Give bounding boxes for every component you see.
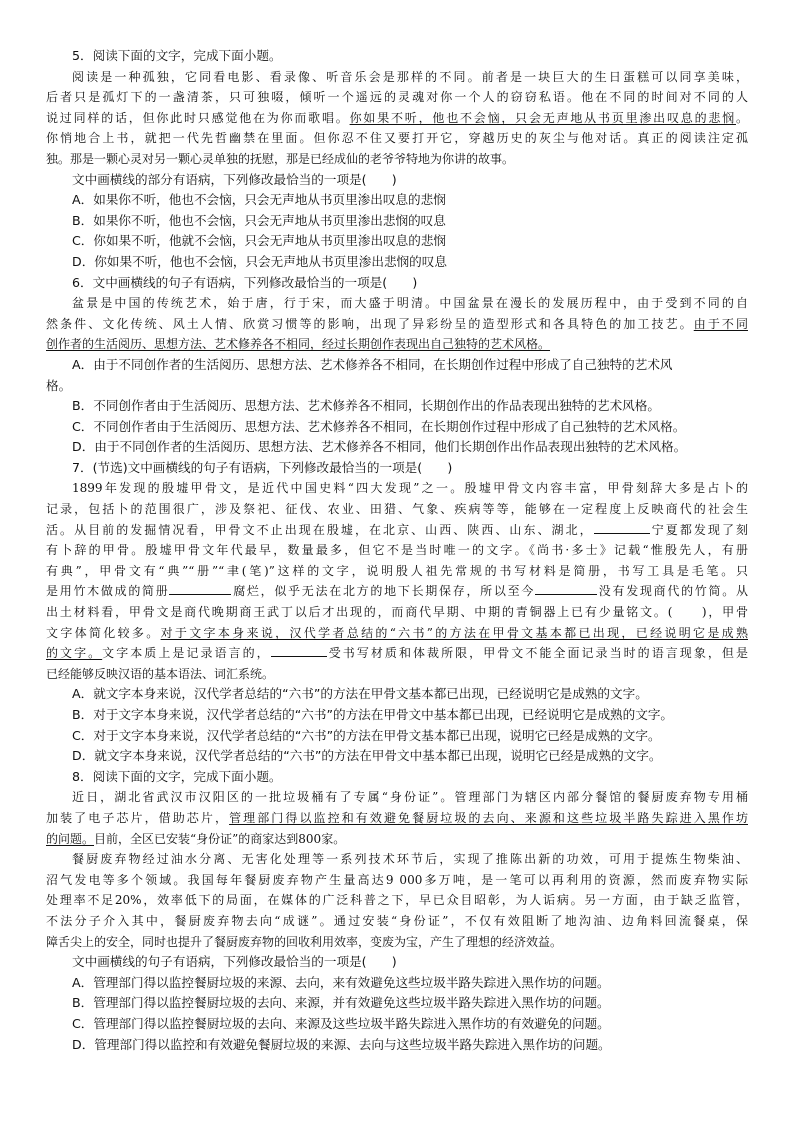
q7-passage-text: 宁夏都发现了刻 — [649, 522, 748, 537]
q7-passage-line: 记录，包括卜的范围很广，涉及祭祀、征伐、农业、田猎、气象、疾病等等，能够在一定程度上反映商代的社会生 — [46, 502, 748, 517]
q8-passage-line: 障舌尖上的安全，同时也提升了餐厨废弃物的回收利用效率，变废为宝，产生了理想的经济效益。 — [46, 934, 563, 949]
q6-passage-line: 盆景是中国的传统艺术，始于唐，行于宋，而大盛于明清。中国盆景在漫长的发展历程中，由于受到不同的自 — [72, 296, 748, 311]
q7-passage-text: 文字体简化较多。 — [46, 625, 161, 640]
q5-passage-text: 。 — [735, 110, 748, 125]
q7-underlined-sentence: 对于文字本身来说，汉代学者总结的“六书”的方法在甲骨文基本都已出现，已经说明它是成熟 — [160, 625, 748, 640]
q5-underlined-sentence: 你如果不听，他也不会恼，只会无声地从书页里渗出叹息的悲悯 — [349, 110, 736, 125]
q7-passage-text: 活。从目前的发掘情况看，甲骨文不止出现在殷墟，在北京、山西、陕西、山东、湖北， — [46, 522, 594, 537]
q7-passage-line — [46, 581, 748, 602]
q6-option-a-continued: 格。 — [46, 377, 72, 393]
q5-option-d: D．你如果不听，他也不会恼，只会无声地从书页里渗出悲悯的叹息 — [72, 253, 447, 269]
q7-passage-line: 出土材料看，甲骨文是商代晚期商王武丁以后才出现的，而商代早期、中期的青铜器上已有少量铭文。( )，甲骨 — [46, 605, 748, 620]
q6-option-b: B．不同创作者由于生活阅历、思想方法、艺术修养各不相同，长期创作出的作品表现出独特的艺术风格。 — [72, 398, 660, 414]
q6-heading: 6．文中画横线的句子有语病，下列修改最恰当的一项是( ) — [72, 274, 418, 290]
q7-passage-line: 有卜辞的甲骨。殷墟甲骨文年代最早，数量最多，但它不是当时唯一的文字。《尚书·多士》记载“惟殷先人，有册 — [46, 543, 748, 558]
q7-fill-blank — [535, 582, 597, 595]
q6-option-c: C．不同创作者由于生活阅历、思想方法、艺术修养各不相同，在长期创作过程中形成了自己独特的艺术风格。 — [72, 418, 686, 434]
q7-passage-text: 文字本质上是记录语言的， — [102, 646, 271, 661]
q7-fill-blank — [169, 582, 231, 595]
q7-option-d: D．就文字本身来说，汉代学者总结的“六书”的方法在甲骨文中基本都已出现，说明它已经是成熟的文字。 — [72, 748, 662, 764]
q7-passage-text: 是用竹木做成的简册 — [46, 584, 170, 599]
q7-fill-blank — [271, 644, 327, 657]
q5-heading: 5．阅读下面的文字，完成下面小题。 — [72, 48, 282, 63]
q7-passage-line: 已经能够反映汉语的基本语法、词汇系统。 — [46, 666, 275, 681]
q5-passage-line: 阅读是一种孤独，它同看电影、看录像、听音乐会是那样的不同。前者是一块巨大的生日蛋糕可以同享美味， — [72, 69, 748, 84]
worksheet-page — [46, 46, 748, 1055]
q6-passage-text: 然条件、文化传统、风土人情、欣赏习惯等的影响，出现了异彩纷呈的造型形式和各具特色的加工技艺。 — [46, 316, 694, 331]
q8-option-d: D．管理部门得以监控和有效避免餐厨垃圾的来源、去向与这些垃圾半路失踪进入黑作坊的问题。 — [72, 1036, 611, 1052]
q8-passage-text: 目前，全区已安装“身份证”的商家达到800家。 — [94, 831, 346, 846]
q7-passage-line: 有典”，甲骨文有“典”“册”“聿(笔)”这样的文字，说明殷人祖先常规的书写材料是简册，书写工具是毛笔。只 — [46, 563, 748, 578]
q5-option-a: A．如果你不听，他也不会恼，只会无声地从书页里渗出叹息的悲悯 — [72, 192, 446, 208]
q8-passage-line — [46, 808, 748, 829]
q6-option-d: D．由于不同创作者的生活阅历、思想方法、艺术修养各不相同，他们长期创作出作品表现出独特的艺术风格。 — [72, 439, 687, 455]
q7-underlined-sentence: 的文字。 — [46, 646, 103, 661]
q8-passage-line: 处理率不足20%，效率低下的局面，在媒体的广泛科普之下，早已众目昭彰，为人诟病。另一方面，由于缺乏监管， — [46, 893, 748, 908]
q8-heading: 8．阅读下面的文字，完成下面小题。 — [72, 768, 282, 784]
q6-underlined-sentence: 创作者的生活阅历、思想方法、艺术修养各不相同，经过长期创作表现出自己独特的艺术风格。 — [46, 337, 551, 352]
q7-passage-text: 腐烂，似乎无法在北方的地下长期保存，所以至今 — [231, 584, 536, 599]
q6-passage-line — [46, 314, 748, 335]
q8-underlined-sentence: 管理部门得以监控和有效避免餐厨垃圾的去向、来源和这些垃圾半路失踪进入黑作坊 — [229, 810, 748, 825]
q8-passage-line: 餐厨废弃物经过油水分离、无害化处理等一系列技术环节后，实现了推陈出新的功效，可用于提炼生物柴油、 — [72, 852, 748, 867]
q5-passage-line: 你悄地合上书，就把一代先哲幽禁在里面。但你忍不住又要打开它，穿越历史的灰尘与他对话。真正的阅读注定孤 — [46, 131, 748, 146]
q8-passage-line: 沼气发电等多个领域。我国每年餐厨废弃物产生量高达9 000多万吨，是一笔可以再利用的资源，然而废弃物实际 — [46, 872, 748, 887]
q6-option-a: A．由于不同创作者的生活阅历、思想方法、艺术修养各不相同，在长期创作过程中形成了自己独特的艺术风 — [72, 356, 673, 372]
q8-passage-text: 加装了电子芯片，借助芯片， — [46, 810, 230, 825]
q5-option-c: C．你如果不听，他就不会恼，只会无声地从书页里渗出叹息的悲悯 — [72, 233, 447, 249]
q7-passage-line — [46, 623, 748, 644]
q5-passage-line: 后者只是孤灯下的一盏清茶，只可独啜，倾听一个遥远的灵魂对你一个人的窃窃私语。他在不同的时间对不同的人 — [46, 90, 748, 105]
q5-passage-text: 说过同样的话，但你此时只感觉他在为你而歌唱。 — [46, 110, 350, 125]
q8-option-c: C．管理部门得以监控餐厨垃圾的去向、来源及这些垃圾半路失踪进入黑作坊的有效避免的问题。 — [72, 1015, 610, 1031]
q7-passage-line — [46, 643, 748, 664]
q7-option-a: A．就文字本身来说，汉代学者总结的“六书”的方法在甲骨文基本都已出现，已经说明它是成熟的文字。 — [72, 686, 648, 702]
q5-passage-line: 独。那是一颗心灵对另一颗心灵单独的抚慰，那是已经成仙的老爷爷特地为你讲的故事。 — [46, 151, 515, 166]
q8-option-b: B．管理部门得以监控餐厨垃圾的去向、来源，并有效避免这些垃圾半路失踪进入黑作坊的问题。 — [72, 995, 610, 1011]
q7-passage-text: 受书写材质和体裁所限，甲骨文不能全面记录当时的语言现象，但是 — [326, 646, 748, 661]
q8-passage-line — [46, 829, 748, 850]
q7-passage-text: 没有发现商代的竹简。从 — [597, 584, 748, 599]
q7-heading: 7．(节选)文中画横线的句子有语病，下列修改最恰当的一项是( ) — [72, 459, 453, 475]
q8-passage-line: 近日，湖北省武汉市汉阳区的一批垃圾桶有了专属“身份证”。管理部门为辖区内部分餐馆的餐厨废弃物专用桶 — [72, 790, 748, 805]
q8-underlined-sentence: 的问题。 — [46, 831, 95, 846]
q7-passage-line: 1899年发现的殷墟甲骨文，是近代中国史料“四大发现”之一。殷墟甲骨文内容丰富，甲骨刻辞大多是占卜的 — [72, 481, 748, 496]
q7-option-c: C．对于文字本身来说，汉代学者总结的“六书”的方法在甲骨文基本都已出现，说明它已经是成熟的文字。 — [72, 727, 661, 743]
q5-passage-line — [46, 108, 748, 129]
q5-question: 文中画横线的部分有语病，下列修改最恰当的一项是( ) — [72, 171, 397, 187]
q7-option-b: B．对于文字本身来说，汉代学者总结的“六书”的方法在甲骨文中基本都已出现，已经说明它是成熟的文字。 — [72, 707, 674, 722]
q7-passage-line — [46, 520, 748, 541]
q6-passage-line — [46, 334, 748, 355]
q8-passage-line: 不法分子介入其中，餐厨废弃物去向“成谜”。通过安装“身份证”，不仅有效阻断了地沟油、边角料回流餐桌，保 — [46, 913, 748, 928]
q8-question: 文中画横线的句子有语病，下列修改最恰当的一项是( ) — [72, 954, 397, 970]
q5-option-b: B．如果你不听，他也不会恼，只会无声地从书页里渗出悲悯的叹息 — [72, 212, 446, 228]
q7-fill-blank — [594, 521, 650, 534]
q6-underlined-sentence: 由于不同 — [693, 316, 748, 331]
q8-option-a: A．管理部门得以监控餐厨垃圾的来源、去向，来有效避免这些垃圾半路失踪进入黑作坊的问题。 — [72, 974, 610, 990]
